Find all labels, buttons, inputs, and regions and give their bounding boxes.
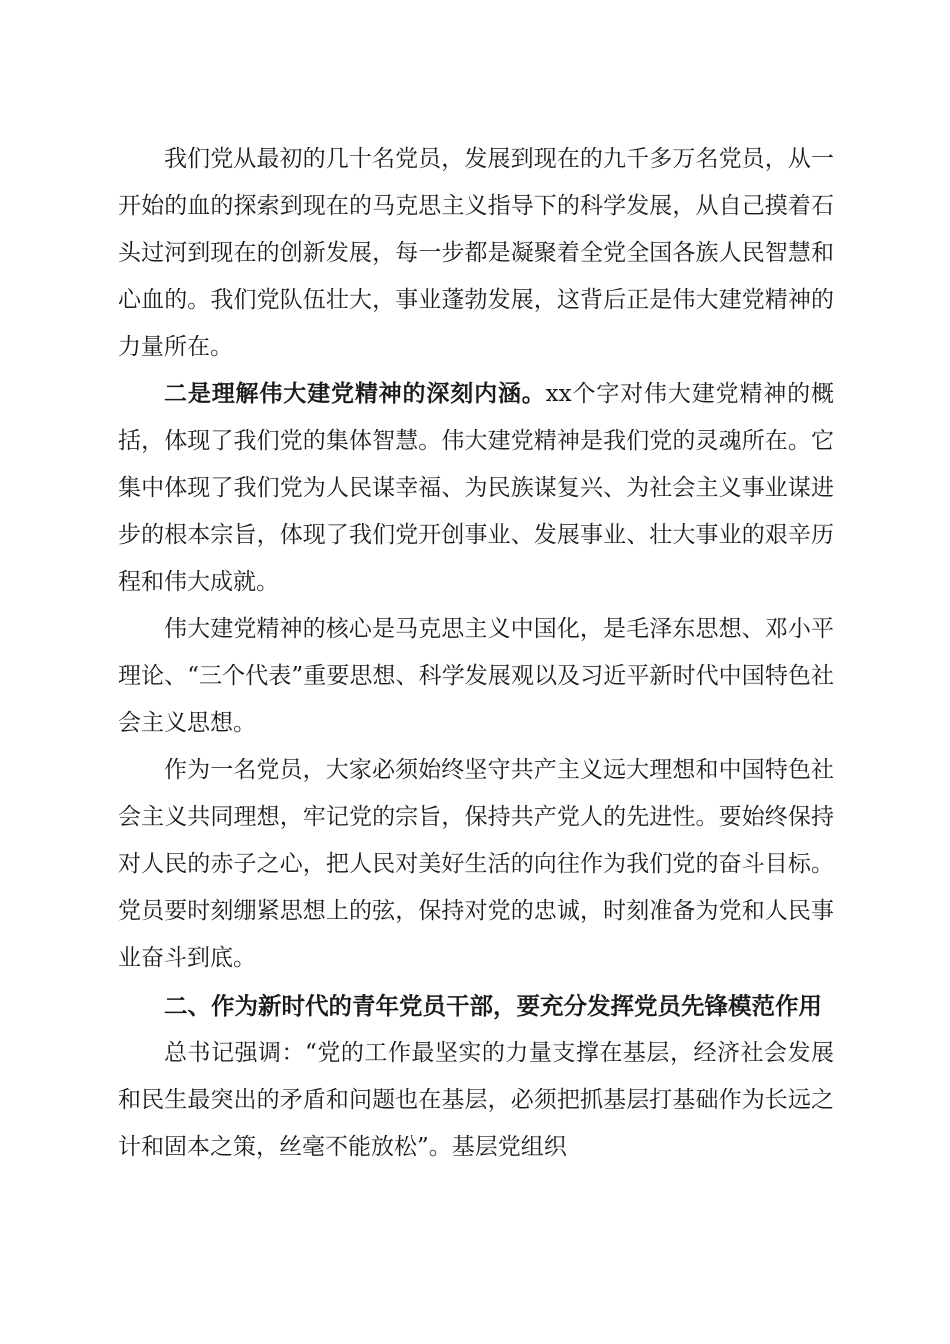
paragraph-grassroots xyxy=(118,1030,834,1171)
paragraph-spirit-core xyxy=(118,606,834,747)
section-heading: 二、作为新时代的青年党员干部，要充分发挥党员先锋模范作用 xyxy=(164,992,822,1020)
paragraph-text: 作为一名党员，大家必须始终坚守共产主义远大理想和中国特色社会主义共同理想，牢记党的宗旨，保持共产党人的先进性。要始终保持对人民的赤子之心，把人民对美好生活的向往作为我们党的奋斗目标。党员要时刻绷紧思想上的弦，保持对党的忠诚，时刻准备为党和人民事业奋斗到底。 xyxy=(118,757,834,971)
document-body xyxy=(118,136,834,1171)
paragraph-text: xx个字对伟大建党精神的概括，体现了我们党的集体智慧。伟大建党精神是我们党的灵魂所在。它集中体现了我们党为人民谋幸福、为民族谋复兴、为社会主义事业谋进步的根本宗旨，体现了我们党开创事业、发展事业、壮大事业的艰辛历程和伟大成就。 xyxy=(118,381,835,595)
paragraph-text: 伟大建党精神的核心是马克思主义中国化，是毛泽东思想、邓小平理论、“三个代表”重要思想、科学发展观以及习近平新时代中国特色社会主义思想。 xyxy=(118,616,834,736)
paragraph-text: 总书记强调：“党的工作最坚实的力量支撑在基层，经济社会发展和民生最突出的矛盾和问题也在基层，必须把抓基层打基础作为长远之计和固本之策，丝毫不能放松”。基层党组织 xyxy=(118,1040,834,1160)
paragraph-lead-heading: 二是理解伟大建党精神的深刻内涵。 xyxy=(164,381,546,407)
paragraph-text: 我们党从最初的几十名党员，发展到现在的九千多万名党员，从一开始的血的探索到现在的马克思主义指导下的科学发展，从自己摸着石头过河到现在的创新发展，每一步都是凝聚着全党全国各族人民智慧和心血的。我们党队伍壮大，事业蓬勃发展，这背后正是伟大建党精神的力量所在。 xyxy=(118,146,834,360)
paragraph-spirit-meaning xyxy=(118,371,834,606)
paragraph-member-duty xyxy=(118,747,834,982)
paragraph-party-growth xyxy=(118,136,834,371)
